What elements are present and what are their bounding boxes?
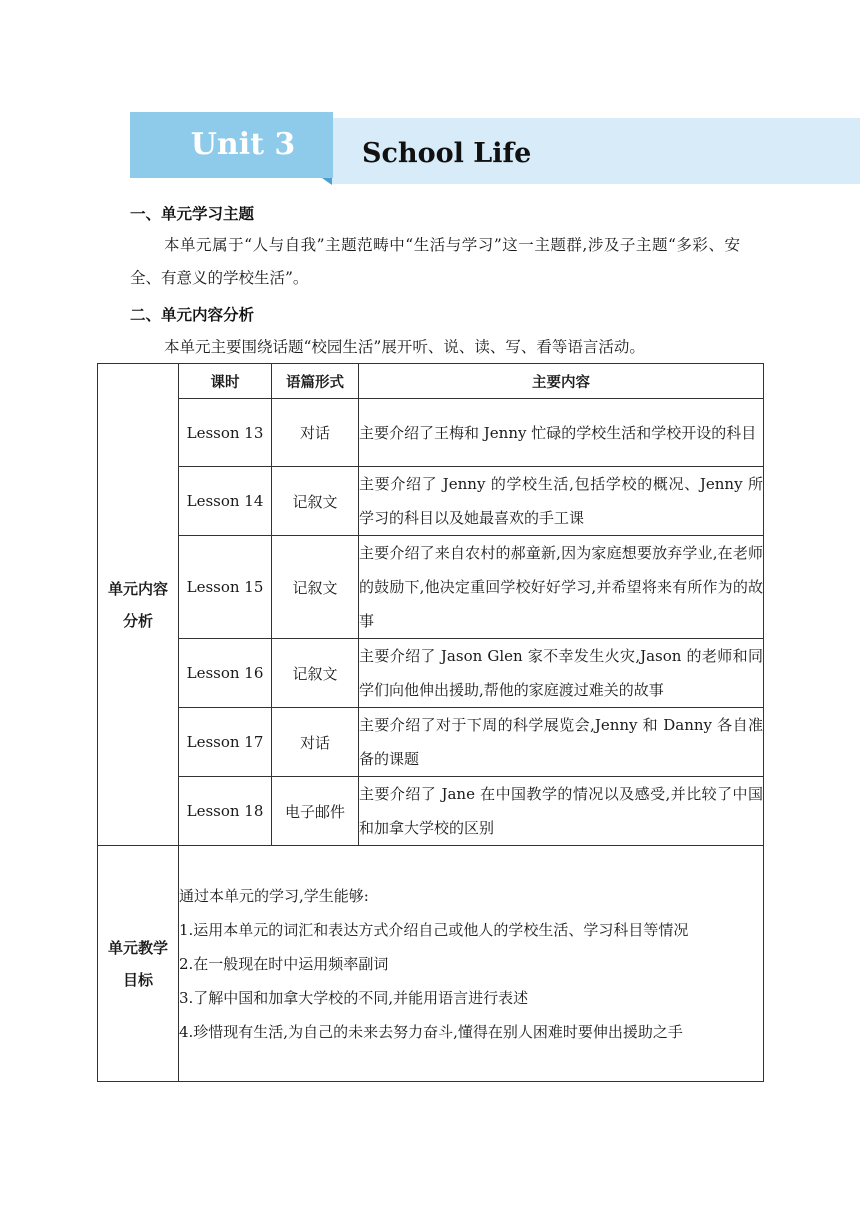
lesson-content: 主要介绍了对于下周的科学展览会,Jenny 和 Danny 各自准备的课题 bbox=[359, 708, 764, 777]
side-label-teaching-goals bbox=[98, 846, 179, 1082]
side-label-content-analysis bbox=[98, 364, 179, 846]
lesson-content: 主要介绍了 Jason Glen 家不幸发生火灾,Jason 的老师和同学们向他伸出援助,帮他的家庭渡过难关的故事 bbox=[359, 639, 764, 708]
table-row bbox=[98, 399, 764, 467]
table-row bbox=[98, 708, 764, 777]
goal-item: 4.珍惜现有生活,为自己的未来去努力奋斗,懂得在别人困难时要伸出援助之手 bbox=[179, 1022, 683, 1041]
text-form: 记叙文 bbox=[272, 467, 359, 536]
lesson-name: Lesson 17 bbox=[179, 708, 272, 777]
lesson-name: Lesson 14 bbox=[179, 467, 272, 536]
goal-item: 3.了解中国和加拿大学校的不同,并能用语言进行表述 bbox=[179, 988, 529, 1007]
header-lesson: 课时 bbox=[179, 364, 272, 399]
table-row-goals bbox=[98, 846, 764, 1082]
unit-title: School Life bbox=[362, 138, 532, 169]
section-heading-theme: 一、单元学习主题 bbox=[130, 205, 255, 223]
table-row bbox=[98, 536, 764, 639]
text-form: 记叙文 bbox=[272, 536, 359, 639]
goals-intro: 通过本单元的学习,学生能够: bbox=[179, 886, 369, 905]
text-form: 对话 bbox=[272, 708, 359, 777]
table-header-row bbox=[98, 364, 764, 399]
text-form: 对话 bbox=[272, 399, 359, 467]
teaching-goals bbox=[179, 846, 764, 1082]
table-row bbox=[98, 467, 764, 536]
table-row bbox=[98, 777, 764, 846]
text-form: 电子邮件 bbox=[272, 777, 359, 846]
side-label-content-analysis-text: 单元内容分析 bbox=[107, 579, 168, 630]
lesson-content: 主要介绍了 Jane 在中国教学的情况以及感受,并比较了中国和加拿大学校的区别 bbox=[359, 777, 764, 846]
table-row bbox=[98, 639, 764, 708]
unit-content-table bbox=[97, 363, 764, 1082]
lesson-name: Lesson 13 bbox=[179, 399, 272, 467]
lesson-content: 主要介绍了来自农村的郝童新,因为家庭想要放弃学业,在老师的鼓励下,他决定重回学校好好学习,并希望将来有所作为的故事 bbox=[359, 536, 764, 639]
section-text-theme: 本单元属于“人与自我”主题范畴中“生活与学习”这一主题群,涉及子主题“多彩、安全、有意义的学校生活”。 bbox=[130, 236, 740, 287]
lesson-content: 主要介绍了王梅和 Jenny 忙碌的学校生活和学校开设的科目 bbox=[359, 399, 764, 467]
goal-item: 2.在一般现在时中运用频率副词 bbox=[179, 954, 389, 973]
goal-item: 1.运用本单元的词汇和表达方式介绍自己或他人的学校生活、学习科目等情况 bbox=[179, 920, 689, 939]
text-form: 记叙文 bbox=[272, 639, 359, 708]
lesson-name: Lesson 18 bbox=[179, 777, 272, 846]
banner-notch-decoration bbox=[322, 178, 332, 185]
lesson-name: Lesson 15 bbox=[179, 536, 272, 639]
side-label-teaching-goals-text: 单元教学目标 bbox=[107, 938, 168, 989]
header-content: 主要内容 bbox=[359, 364, 764, 399]
section-text-analysis: 本单元主要围绕话题“校园生活”展开听、说、读、写、看等语言活动。 bbox=[164, 338, 645, 356]
lesson-content: 主要介绍了 Jenny 的学校生活,包括学校的概况、Jenny 所学习的科目以及她最喜欢的手工课 bbox=[359, 467, 764, 536]
lesson-name: Lesson 16 bbox=[179, 639, 272, 708]
section-heading-analysis: 二、单元内容分析 bbox=[130, 306, 255, 324]
header-form: 语篇形式 bbox=[272, 364, 359, 399]
unit-number: Unit 3 bbox=[190, 127, 296, 162]
